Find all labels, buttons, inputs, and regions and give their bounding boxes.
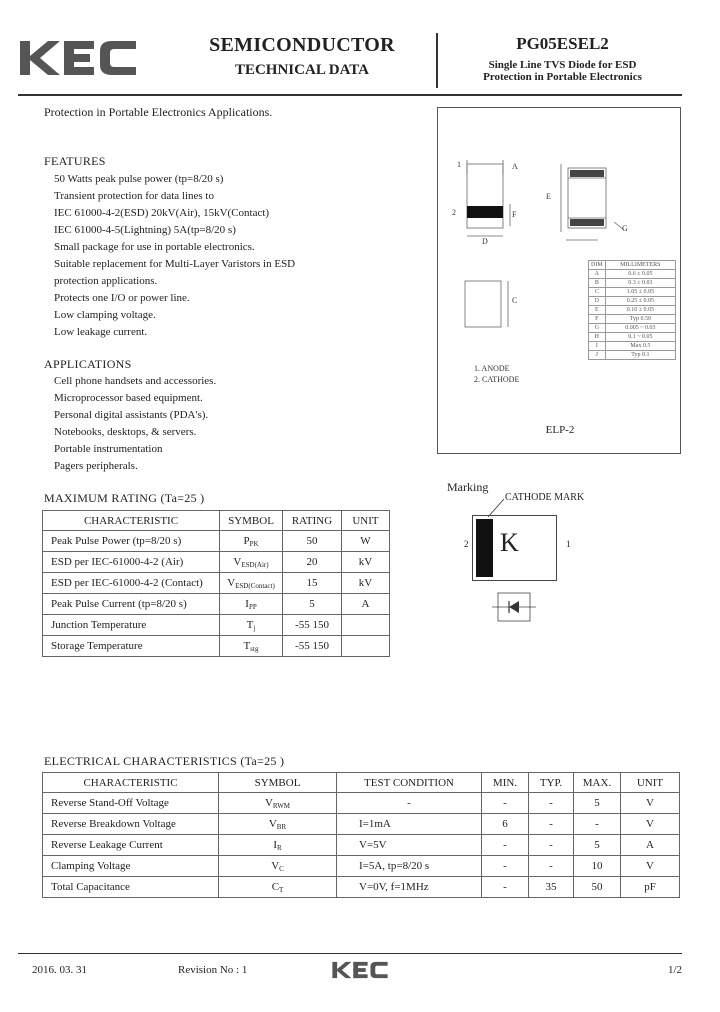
table-row [43, 594, 390, 615]
table-cell: - [337, 793, 482, 814]
header-divider [436, 33, 438, 88]
part-number: PG05ESEL2 [516, 34, 609, 53]
table-header-row [43, 773, 680, 793]
symbol: P [243, 534, 250, 547]
list-item: IEC 61000-4-2(ESD) 20kV(Air), 15kV(Contact) [54, 207, 270, 219]
dim-header: MILLIMETERS [605, 261, 675, 270]
column-header: CHARACTERISTIC [43, 511, 220, 531]
part-description [445, 59, 680, 83]
table-cell: Peak Pulse Power (tp=8/20 s) [43, 531, 220, 552]
label-c: C [512, 296, 518, 305]
table-cell: kV [342, 552, 390, 573]
table-cell: - [529, 793, 574, 814]
table-cell: - [529, 814, 574, 835]
column-header: UNIT [621, 773, 680, 793]
table-cell: ESD per IEC-61000-4-2 (Air) [43, 552, 220, 573]
table-cell: Reverse Stand-Off Voltage [43, 793, 219, 814]
table-cell [220, 552, 283, 573]
table-cell: - [482, 877, 529, 898]
symbol: V [233, 555, 242, 568]
description-line-2: Protection in Portable Electronics [483, 71, 642, 83]
symbol: V [271, 859, 280, 872]
list-item: Notebooks, desktops, & servers. [54, 426, 197, 438]
list-item: Small package for use in portable electronics. [54, 241, 255, 253]
marking-title: Marking [447, 480, 489, 494]
symbol-sub: BR [276, 822, 287, 831]
pin2-label: 2. CATHODE [474, 375, 520, 384]
dimension-table [588, 260, 676, 360]
table-cell [342, 636, 390, 657]
symbol: C [271, 880, 280, 893]
symbol-sub: stg [250, 644, 259, 653]
table-cell [220, 615, 283, 636]
dim-cell: I [589, 342, 606, 351]
marking-pin-right: 1 [566, 539, 571, 549]
footer-kec-logo [331, 960, 389, 980]
table-cell: 50 [574, 877, 621, 898]
package-outline-box [437, 107, 681, 454]
symbol: T [246, 618, 254, 631]
pin1-label: 1. ANODE [474, 364, 510, 373]
column-header: UNIT [342, 511, 390, 531]
table-cell [219, 877, 337, 898]
table-cell: Reverse Breakdown Voltage [43, 814, 219, 835]
dim-cell: G [589, 324, 606, 333]
table-row [589, 270, 676, 279]
table-row [43, 615, 390, 636]
footer-revision: Revision No : 1 [178, 964, 248, 976]
column-header: TYP. [529, 773, 574, 793]
table-cell: 10 [574, 856, 621, 877]
table-row [589, 297, 676, 306]
symbol-sub: T [279, 885, 284, 894]
symbol-sub: C [279, 864, 284, 873]
cathode-band [467, 206, 503, 218]
table-cell [219, 856, 337, 877]
table-cell: I=1mA [337, 814, 482, 835]
table-cell: Storage Temperature [43, 636, 220, 657]
table-row [589, 324, 676, 333]
symbol: I [245, 597, 249, 610]
table-cell: W [342, 531, 390, 552]
table-cell: -55 150 [283, 615, 342, 636]
dim-cell: F [589, 315, 606, 324]
column-header: MAX. [574, 773, 621, 793]
dim-cell: 0.25 ± 0.05 [605, 297, 675, 306]
table-cell: Peak Pulse Current (tp=8/20 s) [43, 594, 220, 615]
table-cell: - [574, 814, 621, 835]
table-cell: A [342, 594, 390, 615]
table-cell [220, 636, 283, 657]
symbol-sub: RWM [272, 801, 291, 810]
column-header: SYMBOL [220, 511, 283, 531]
table-cell [219, 814, 337, 835]
dim-header: DIM [589, 261, 606, 270]
table-row [43, 835, 680, 856]
table-cell: Junction Temperature [43, 615, 220, 636]
symbol-sub: ESD(Contact) [235, 581, 275, 590]
table-cell [220, 573, 283, 594]
diode-symbol-icon [486, 591, 546, 623]
dim-cell: 0.005 ~ 0.03 [605, 324, 675, 333]
table-cell: - [529, 856, 574, 877]
table-cell: - [529, 835, 574, 856]
table-cell [220, 594, 283, 615]
dim-cell: 1.05 ± 0.05 [605, 288, 675, 297]
table-cell: 15 [283, 573, 342, 594]
table-header-row [43, 511, 390, 531]
table-row [589, 351, 676, 360]
package-bottom-view [464, 280, 554, 340]
footer-date: 2016. 03. 31 [32, 964, 87, 976]
marking-code: K [500, 528, 519, 557]
table-cell: A [621, 835, 680, 856]
table-cell: V [621, 793, 680, 814]
column-header: TEST CONDITION [337, 773, 482, 793]
table-cell [220, 531, 283, 552]
table-row [589, 315, 676, 324]
table-cell: 5 [283, 594, 342, 615]
table-cell: 6 [482, 814, 529, 835]
label-a: A [512, 162, 518, 171]
label-1: 1 [457, 160, 461, 169]
dim-cell: D [589, 297, 606, 306]
table-row [43, 573, 390, 594]
table-cell: 50 [283, 531, 342, 552]
symbol-sub: PK [249, 539, 259, 548]
electrical-table [42, 772, 680, 898]
features-title: FEATURES [44, 154, 106, 168]
header-rule [18, 94, 682, 96]
kec-logo [18, 37, 138, 79]
table-row [43, 814, 680, 835]
table-cell: V=5V [337, 835, 482, 856]
list-item: Pagers peripherals. [54, 460, 138, 472]
applications-list [54, 373, 216, 475]
dim-cell: 0.6 ± 0.05 [605, 270, 675, 279]
features-list [54, 171, 295, 341]
dim-cell: Typ 0.1 [605, 351, 675, 360]
table-cell: Clamping Voltage [43, 856, 219, 877]
list-item: Microprocessor based equipment. [54, 392, 203, 404]
list-item: 50 Watts peak pulse power (tp=8/20 s) [54, 173, 224, 185]
max-rating-title: MAXIMUM RATING (Ta=25 ) [44, 491, 205, 505]
table-cell: kV [342, 573, 390, 594]
table-cell: 20 [283, 552, 342, 573]
applications-title: APPLICATIONS [44, 357, 132, 371]
column-header: MIN. [482, 773, 529, 793]
list-item: Protects one I/O or power line. [54, 292, 190, 304]
column-header: RATING [283, 511, 342, 531]
dim-cell: H [589, 333, 606, 342]
table-cell: Reverse Leakage Current [43, 835, 219, 856]
list-item: Low leakage current. [54, 326, 148, 338]
label-2: 2 [452, 208, 456, 217]
table-cell: 5 [574, 793, 621, 814]
column-header: SYMBOL [219, 773, 337, 793]
table-cell: V=0V, f=1MHz [337, 877, 482, 898]
table-cell [342, 615, 390, 636]
table-cell [219, 793, 337, 814]
dim-cell: 0.1 ~ 0.05 [605, 333, 675, 342]
symbol: I [273, 838, 277, 851]
company-title: SEMICONDUCTOR [209, 34, 395, 56]
table-row [589, 333, 676, 342]
document-subtitle: TECHNICAL DATA [234, 62, 370, 78]
table-cell: -55 150 [283, 636, 342, 657]
package-drawing [438, 108, 682, 258]
dim-cell: J [589, 351, 606, 360]
table-row [589, 288, 676, 297]
dim-cell: Typ 0.50 [605, 315, 675, 324]
table-cell: - [482, 856, 529, 877]
symbol: V [264, 796, 273, 809]
dim-cell: Max 0.5 [605, 342, 675, 351]
table-cell: pF [621, 877, 680, 898]
table-cell: 35 [529, 877, 574, 898]
list-item: Personal digital assistants (PDA's). [54, 409, 209, 421]
intro-text: Protection in Portable Electronics Applications. [44, 105, 273, 119]
table-row [43, 552, 390, 573]
dim-cell: 0.3 ± 0.03 [605, 279, 675, 288]
symbol: T [243, 639, 251, 652]
description-line-1: Single Line TVS Diode for ESD [488, 59, 637, 71]
symbol-sub: PP [248, 602, 257, 611]
max-rating-table [42, 510, 390, 657]
marking-cathode-band [476, 519, 493, 577]
table-cell [219, 835, 337, 856]
table-cell: I=5A, tp=8/20 s [337, 856, 482, 877]
list-item: Portable instrumentation [54, 443, 163, 455]
table-row [589, 342, 676, 351]
marking-pin-left: 2 [464, 539, 469, 549]
table-row [43, 856, 680, 877]
footer-page: 1/2 [668, 964, 683, 976]
list-item: IEC 61000-4-5(Lightning) 5A(tp=8/20 s) [54, 224, 236, 236]
package-name: ELP-2 [545, 424, 575, 436]
symbol-sub: R [277, 843, 282, 852]
symbol-sub: j [253, 623, 256, 632]
table-cell: Total Capacitance [43, 877, 219, 898]
list-item: Cell phone handsets and accessories. [54, 375, 217, 387]
table-row [589, 261, 676, 270]
electrical-title: ELECTRICAL CHARACTERISTICS (Ta=25 ) [44, 754, 285, 768]
symbol: V [227, 576, 236, 589]
dim-cell: B [589, 279, 606, 288]
table-cell: V [621, 856, 680, 877]
dim-cell: C [589, 288, 606, 297]
table-cell: - [482, 835, 529, 856]
label-d: D [482, 237, 488, 246]
dim-cell: 0.10 ± 0.05 [605, 306, 675, 315]
table-row [43, 793, 680, 814]
list-item: Suitable replacement for Multi-Layer Varistors in ESD [54, 258, 296, 270]
table-cell: V [621, 814, 680, 835]
dim-cell: A [589, 270, 606, 279]
symbol-sub: ESD(Air) [241, 560, 269, 569]
column-header: CHARACTERISTIC [43, 773, 219, 793]
dim-cell: E [589, 306, 606, 315]
cathode-mark-label: CATHODE MARK [505, 492, 585, 503]
footer-rule [18, 953, 682, 954]
table-row [43, 877, 680, 898]
list-item: Transient protection for data lines to [54, 190, 214, 202]
table-row [589, 279, 676, 288]
table-row [589, 306, 676, 315]
table-cell: - [482, 793, 529, 814]
table-cell: ESD per IEC-61000-4-2 (Contact) [43, 573, 220, 594]
table-row [43, 531, 390, 552]
label-g: G [622, 224, 628, 233]
list-item: Low clamping voltage. [54, 309, 156, 321]
symbol: V [268, 817, 277, 830]
table-row [43, 636, 390, 657]
label-f: F [512, 210, 517, 219]
list-item: protection applications. [54, 275, 158, 287]
table-cell: 5 [574, 835, 621, 856]
label-e: E [546, 192, 551, 201]
